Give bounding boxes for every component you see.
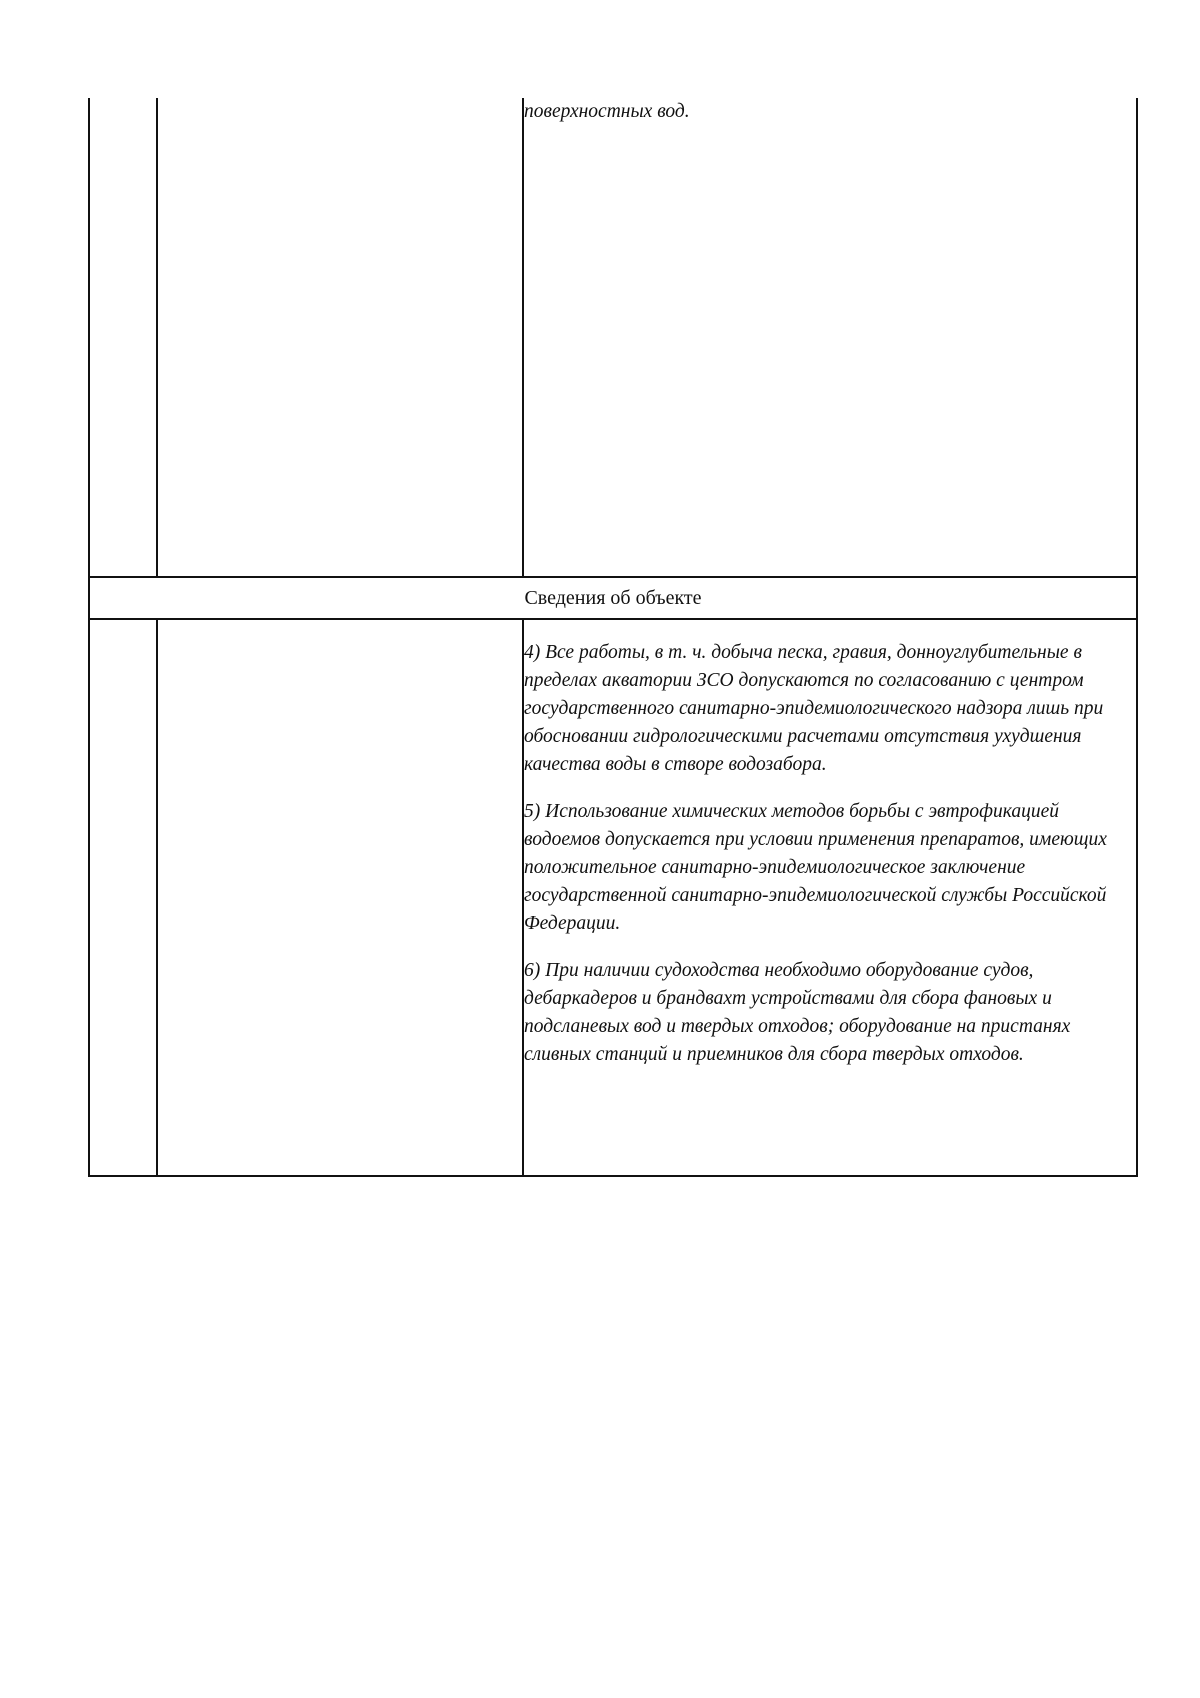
- number-cell: [89, 98, 157, 577]
- requirement-paragraph-4: 4) Все работы, в т. ч. добыча песка, гравия, донноуглубительные в пределах акватории ЗСО допускаются по согласованию с центром государственного санитарно-эпидемиологического надзора лишь при обосновании гидрологическими расчетами отсутствия ухудшения качества воды в створе водозабора.: [524, 642, 1104, 775]
- table-row-continued: [89, 98, 1137, 577]
- requirement-paragraph-5: 5) Использование химических методов борьбы с эвтрофикацией водоемов допускается при условии применения препаратов, имеющих положительное санитарно-эпидемиологическое заключение государственной санитарно-эпидемиологической службы Российской Федерации.: [524, 801, 1107, 934]
- zone-cell: [157, 619, 523, 1176]
- requirement-text-continued: поверхностных вод.: [524, 101, 690, 122]
- requirements-cell: [523, 98, 1137, 577]
- table-row-items: [89, 619, 1137, 1176]
- number-cell: [89, 619, 157, 1176]
- section-header-row: [89, 577, 1137, 619]
- requirements-table: [88, 98, 1138, 1177]
- section-header: Сведения об объекте: [89, 577, 1137, 619]
- zone-cell: [157, 98, 523, 577]
- requirement-paragraph-6: 6) При наличии судоходства необходимо оборудование судов, дебаркадеров и брандвахт устройствами для сбора фановых и подсланевых вод и твердых отходов; оборудование на пристанях сливных станций и приемников для сбора твердых отходов.: [524, 960, 1071, 1065]
- requirements-cell: [523, 619, 1137, 1176]
